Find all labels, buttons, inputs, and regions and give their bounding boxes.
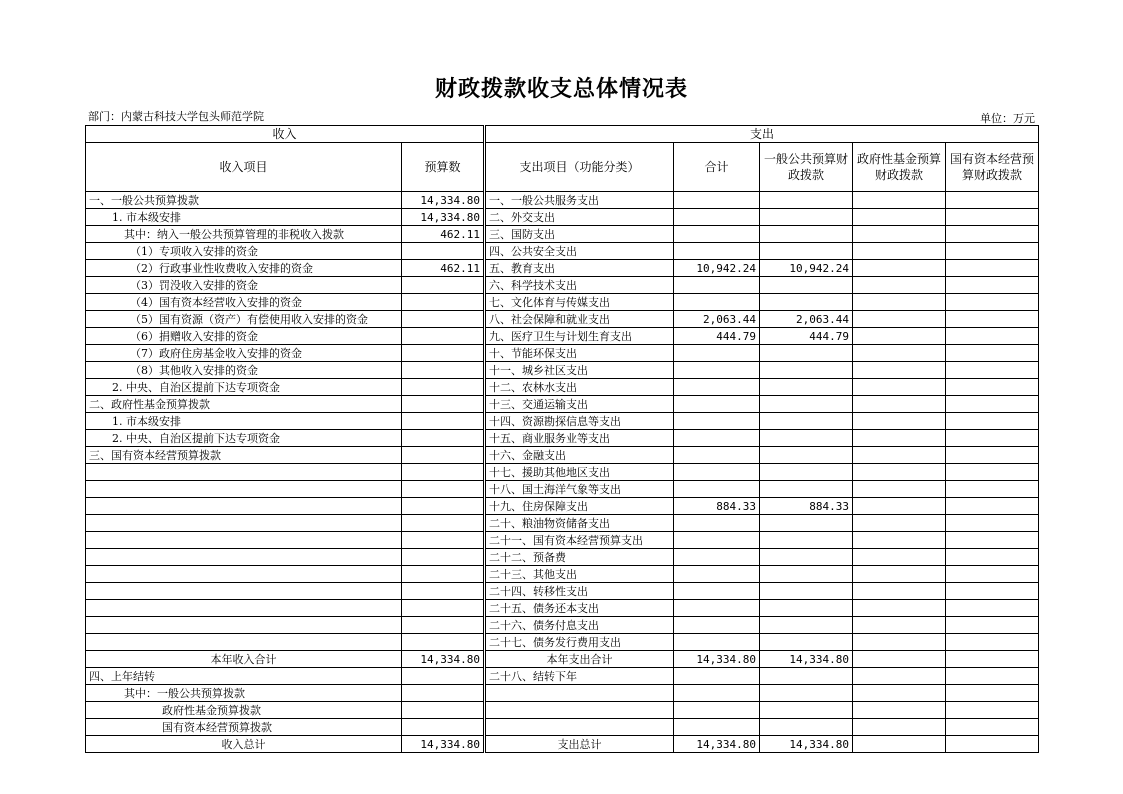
total-cell: [674, 294, 760, 311]
total-cell: [674, 600, 760, 617]
soe-budget-cell: [946, 362, 1039, 379]
expense-item-cell: 二十二、预备费: [486, 549, 674, 566]
gov-fund-cell: [853, 685, 946, 702]
gov-fund-cell: [853, 396, 946, 413]
general-budget-cell: 14,334.80: [760, 651, 853, 668]
income-item-cell: 一、一般公共预算拨款: [86, 192, 402, 209]
table-row: [86, 481, 1039, 498]
gov-fund-cell: [853, 600, 946, 617]
budget-cell: [402, 379, 484, 396]
table-row: [86, 430, 1039, 447]
soe-budget-cell: [946, 260, 1039, 277]
expense-item-cell: 支出总计: [486, 736, 674, 753]
income-item-cell: [86, 583, 402, 600]
gov-fund-cell: [853, 464, 946, 481]
budget-cell: 462.11: [402, 260, 484, 277]
income-item-cell: 1. 市本级安排: [86, 413, 402, 430]
budget-cell: [402, 600, 484, 617]
expense-item-cell: 四、公共安全支出: [486, 243, 674, 260]
total-cell: [674, 209, 760, 226]
income-item-cell: [86, 481, 402, 498]
budget-cell: [402, 549, 484, 566]
income-item-cell: 其中：一般公共预算拨款: [86, 685, 402, 702]
soe-budget-cell: [946, 209, 1039, 226]
income-item-cell: [86, 566, 402, 583]
budget-cell: [402, 515, 484, 532]
general-budget-cell: [760, 617, 853, 634]
soe-budget-cell: [946, 294, 1039, 311]
expense-item-cell: 二十七、债务发行费用支出: [486, 634, 674, 651]
expense-item-cell: 十二、农林水支出: [486, 379, 674, 396]
gov-fund-cell: [853, 260, 946, 277]
gov-fund-cell: [853, 413, 946, 430]
gov-fund-cell: [853, 634, 946, 651]
general-budget-cell: 444.79: [760, 328, 853, 345]
soe-budget-cell: [946, 702, 1039, 719]
table-row: [86, 566, 1039, 583]
gov-fund-cell: [853, 243, 946, 260]
table-row: [86, 277, 1039, 294]
total-cell: [674, 226, 760, 243]
gov-fund-cell: [853, 345, 946, 362]
income-item-cell: 2. 中央、自治区提前下达专项资金: [86, 379, 402, 396]
table-row: [86, 464, 1039, 481]
department-label: 部门：内蒙古科技大学包头师范学院: [88, 110, 264, 123]
expense-item-cell: 二、外交支出: [486, 209, 674, 226]
total-cell: [674, 345, 760, 362]
expense-item-cell: 二十八、结转下年: [486, 668, 674, 685]
income-item-cell: [86, 617, 402, 634]
soe-budget-cell: [946, 634, 1039, 651]
table-row: [86, 294, 1039, 311]
general-budget-cell: [760, 532, 853, 549]
expense-item-cell: 二十一、国有资本经营预算支出: [486, 532, 674, 549]
budget-cell: 14,334.80: [402, 192, 484, 209]
income-item-cell: （5）国有资源（资产）有偿使用收入安排的资金: [86, 311, 402, 328]
gov-fund-cell: [853, 566, 946, 583]
table-row: [86, 226, 1039, 243]
soe-budget-cell: [946, 277, 1039, 294]
budget-cell: [402, 243, 484, 260]
gov-fund-cell: [853, 668, 946, 685]
general-budget-cell: [760, 345, 853, 362]
income-item-cell: 2. 中央、自治区提前下达专项资金: [86, 430, 402, 447]
income-item-cell: （8）其他收入安排的资金: [86, 362, 402, 379]
general-budget-cell: 10,942.24: [760, 260, 853, 277]
general-budget-cell: [760, 702, 853, 719]
total-cell: [674, 362, 760, 379]
page-title: 财政拨款收支总体情况表: [434, 76, 688, 102]
budget-cell: [402, 294, 484, 311]
total-cell: [674, 583, 760, 600]
table-row: [86, 260, 1039, 277]
income-item-cell: 本年收入合计: [86, 651, 402, 668]
gov-fund-cell: [853, 617, 946, 634]
soe-budget-cell: [946, 413, 1039, 430]
soe-budget-cell: [946, 566, 1039, 583]
income-item-cell: [86, 532, 402, 549]
general-budget-cell: [760, 294, 853, 311]
expense-item-cell: 六、科学技术支出: [486, 277, 674, 294]
expense-item-cell: 一、一般公共服务支出: [486, 192, 674, 209]
general-budget-cell: [760, 447, 853, 464]
soe-budget-cell: [946, 685, 1039, 702]
income-item-cell: （3）罚没收入安排的资金: [86, 277, 402, 294]
general-budget-cell: [760, 413, 853, 430]
gov-fund-cell: [853, 702, 946, 719]
total-cell: [674, 668, 760, 685]
budget-cell: [402, 617, 484, 634]
budget-cell: 14,334.80: [402, 651, 484, 668]
expense-item-cell: [486, 702, 674, 719]
gov-fund-cell: [853, 532, 946, 549]
income-item-cell: （2）行政事业性收费收入安排的资金: [86, 260, 402, 277]
soe-budget-cell: [946, 396, 1039, 413]
general-budget-cell: [760, 668, 853, 685]
general-budget-cell: 14,334.80: [760, 736, 853, 753]
total-cell: [674, 396, 760, 413]
soe-budget-cell: [946, 226, 1039, 243]
income-item-cell: [86, 464, 402, 481]
table-row: [86, 209, 1039, 226]
soe-budget-cell: [946, 532, 1039, 549]
budget-cell: [402, 634, 484, 651]
total-cell: [674, 464, 760, 481]
table-row: [86, 617, 1039, 634]
budget-cell: [402, 277, 484, 294]
total-cell: [674, 243, 760, 260]
general-budget-cell: [760, 634, 853, 651]
budget-cell: [402, 583, 484, 600]
gov-fund-cell: [853, 294, 946, 311]
gov-fund-cell: [853, 311, 946, 328]
total-cell: [674, 719, 760, 736]
total-cell: [674, 430, 760, 447]
table-row: [86, 413, 1039, 430]
total-cell: 10,942.24: [674, 260, 760, 277]
table-row: [86, 651, 1039, 668]
expense-item-cell: 十、节能环保支出: [486, 345, 674, 362]
table-row: [86, 668, 1039, 685]
gov-fund-cell: [853, 328, 946, 345]
general-budget-cell: [760, 600, 853, 617]
gov-fund-cell: [853, 515, 946, 532]
expense-item-cell: 二十六、债务付息支出: [486, 617, 674, 634]
budget-cell: [402, 668, 484, 685]
total-cell: [674, 277, 760, 294]
header-row-2: [86, 143, 1039, 192]
gov-fund-cell: [853, 549, 946, 566]
budget-table: [85, 125, 1039, 753]
soe-budget-cell: [946, 549, 1039, 566]
budget-cell: [402, 498, 484, 515]
total-header: 合计: [674, 143, 760, 192]
total-cell: [674, 685, 760, 702]
income-header: 收入: [86, 126, 484, 143]
budget-cell: 14,334.80: [402, 209, 484, 226]
expense-header: 支出: [486, 126, 1039, 143]
total-cell: [674, 379, 760, 396]
expense-item-header: 支出项目（功能分类）: [486, 143, 674, 192]
soe-budget-cell: [946, 447, 1039, 464]
income-item-cell: 政府性基金预算拨款: [86, 702, 402, 719]
budget-cell: [402, 447, 484, 464]
income-item-cell: 1. 市本级安排: [86, 209, 402, 226]
general-budget-cell: [760, 396, 853, 413]
budget-cell: [402, 328, 484, 345]
general-budget-cell: [760, 277, 853, 294]
budget-cell: 14,334.80: [402, 736, 484, 753]
income-item-cell: 二、政府性基金预算拨款: [86, 396, 402, 413]
total-cell: [674, 566, 760, 583]
gov-fund-cell: [853, 362, 946, 379]
total-cell: [674, 447, 760, 464]
general-budget-cell: [760, 685, 853, 702]
budget-cell: [402, 532, 484, 549]
expense-item-cell: 十六、金融支出: [486, 447, 674, 464]
expense-item-cell: 十九、住房保障支出: [486, 498, 674, 515]
expense-item-cell: 八、社会保障和就业支出: [486, 311, 674, 328]
expense-item-cell: 十八、国土海洋气象等支出: [486, 481, 674, 498]
soe-budget-cell: [946, 345, 1039, 362]
table-row: [86, 600, 1039, 617]
general-budget-cell: [760, 549, 853, 566]
expense-item-cell: 二十四、转移性支出: [486, 583, 674, 600]
expense-item-cell: [486, 719, 674, 736]
general-budget-cell: [760, 464, 853, 481]
gov-fund-cell: [853, 209, 946, 226]
budget-cell: [402, 362, 484, 379]
income-item-cell: （1）专项收入安排的资金: [86, 243, 402, 260]
expense-item-cell: [486, 685, 674, 702]
expense-item-cell: 二十五、债务还本支出: [486, 600, 674, 617]
expense-item-cell: 九、医疗卫生与计划生育支出: [486, 328, 674, 345]
total-cell: 884.33: [674, 498, 760, 515]
table-row: [86, 685, 1039, 702]
total-cell: [674, 192, 760, 209]
total-cell: [674, 634, 760, 651]
budget-cell: [402, 430, 484, 447]
table-row: [86, 583, 1039, 600]
total-cell: [674, 617, 760, 634]
table-row: [86, 498, 1039, 515]
budget-cell: [402, 345, 484, 362]
table-row: [86, 396, 1039, 413]
budget-cell: [402, 685, 484, 702]
income-item-cell: [86, 600, 402, 617]
expense-item-cell: 二十、粮油物资储备支出: [486, 515, 674, 532]
table-row: [86, 447, 1039, 464]
gov-fund-cell: [853, 430, 946, 447]
soe-budget-cell: [946, 651, 1039, 668]
soe-budget-cell: [946, 600, 1039, 617]
table-row: [86, 328, 1039, 345]
budget-cell: [402, 311, 484, 328]
expense-item-cell: 二十三、其他支出: [486, 566, 674, 583]
general-budget-cell: [760, 379, 853, 396]
table-row: [86, 243, 1039, 260]
expense-item-cell: 本年支出合计: [486, 651, 674, 668]
income-item-cell: [86, 549, 402, 566]
income-item-cell: （6）捐赠收入安排的资金: [86, 328, 402, 345]
income-item-cell: 其中：纳入一般公共预算管理的非税收入拨款: [86, 226, 402, 243]
gov-fund-cell: [853, 719, 946, 736]
soe-budget-cell: [946, 736, 1039, 753]
soe-budget-cell: [946, 515, 1039, 532]
income-item-cell: 三、国有资本经营预算拨款: [86, 447, 402, 464]
soe-budget-header: 国有资本经营预算财政拨款: [946, 143, 1039, 192]
soe-budget-cell: [946, 617, 1039, 634]
total-cell: 444.79: [674, 328, 760, 345]
income-item-cell: [86, 515, 402, 532]
soe-budget-cell: [946, 719, 1039, 736]
table-row: [86, 702, 1039, 719]
expense-item-cell: 七、文化体育与传媒支出: [486, 294, 674, 311]
general-budget-cell: [760, 362, 853, 379]
general-budget-cell: [760, 226, 853, 243]
table-row: [86, 345, 1039, 362]
expense-item-cell: 五、教育支出: [486, 260, 674, 277]
income-item-cell: 四、上年结转: [86, 668, 402, 685]
general-budget-cell: [760, 566, 853, 583]
expense-item-cell: 十七、援助其他地区支出: [486, 464, 674, 481]
budget-cell: 462.11: [402, 226, 484, 243]
table-row: [86, 515, 1039, 532]
soe-budget-cell: [946, 498, 1039, 515]
expense-item-cell: 十四、资源勘探信息等支出: [486, 413, 674, 430]
expense-item-cell: 十一、城乡社区支出: [486, 362, 674, 379]
expense-item-cell: 十五、商业服务业等支出: [486, 430, 674, 447]
budget-cell: [402, 396, 484, 413]
header-row-1: [86, 126, 1039, 143]
gov-fund-cell: [853, 277, 946, 294]
soe-budget-cell: [946, 464, 1039, 481]
budget-cell: [402, 566, 484, 583]
general-budget-cell: [760, 192, 853, 209]
total-cell: [674, 532, 760, 549]
soe-budget-cell: [946, 430, 1039, 447]
soe-budget-cell: [946, 583, 1039, 600]
budget-cell: [402, 413, 484, 430]
gov-fund-cell: [853, 192, 946, 209]
budget-cell: [402, 702, 484, 719]
soe-budget-cell: [946, 311, 1039, 328]
general-budget-cell: [760, 209, 853, 226]
general-budget-cell: [760, 515, 853, 532]
gov-fund-cell: [853, 498, 946, 515]
gov-fund-cell: [853, 736, 946, 753]
gov-fund-cell: [853, 651, 946, 668]
soe-budget-cell: [946, 243, 1039, 260]
income-item-cell: [86, 634, 402, 651]
gov-fund-cell: [853, 226, 946, 243]
expense-item-cell: 十三、交通运输支出: [486, 396, 674, 413]
total-cell: [674, 481, 760, 498]
income-item-header: 收入项目: [86, 143, 402, 192]
soe-budget-cell: [946, 328, 1039, 345]
soe-budget-cell: [946, 481, 1039, 498]
table-row: [86, 379, 1039, 396]
table-row: [86, 311, 1039, 328]
income-item-cell: （7）政府住房基金收入安排的资金: [86, 345, 402, 362]
income-item-cell: （4）国有资本经营收入安排的资金: [86, 294, 402, 311]
soe-budget-cell: [946, 192, 1039, 209]
gov-fund-cell: [853, 481, 946, 498]
budget-cell: [402, 481, 484, 498]
gov-fund-cell: [853, 447, 946, 464]
general-budget-cell: 884.33: [760, 498, 853, 515]
income-item-cell: 收入总计: [86, 736, 402, 753]
table-row: [86, 362, 1039, 379]
gov-fund-header: 政府性基金预算财政拨款: [853, 143, 946, 192]
general-budget-cell: [760, 719, 853, 736]
general-budget-cell: 2,063.44: [760, 311, 853, 328]
expense-item-cell: 三、国防支出: [486, 226, 674, 243]
gov-fund-cell: [853, 379, 946, 396]
table-row: [86, 549, 1039, 566]
general-budget-cell: [760, 430, 853, 447]
total-cell: 2,063.44: [674, 311, 760, 328]
income-item-cell: 国有资本经营预算拨款: [86, 719, 402, 736]
table-row: [86, 719, 1039, 736]
gov-fund-cell: [853, 583, 946, 600]
income-item-cell: [86, 498, 402, 515]
total-cell: [674, 515, 760, 532]
table-row: [86, 532, 1039, 549]
table-row: [86, 192, 1039, 209]
table-row: [86, 736, 1039, 753]
general-budget-cell: [760, 243, 853, 260]
general-budget-cell: [760, 583, 853, 600]
budget-cell: [402, 464, 484, 481]
budget-cell: [402, 719, 484, 736]
general-budget-header: 一般公共预算财政拨款: [760, 143, 853, 192]
table-row: [86, 634, 1039, 651]
total-cell: [674, 549, 760, 566]
total-cell: 14,334.80: [674, 651, 760, 668]
total-cell: [674, 702, 760, 719]
total-cell: [674, 413, 760, 430]
total-cell: 14,334.80: [674, 736, 760, 753]
soe-budget-cell: [946, 668, 1039, 685]
unit-label: 单位：万元: [980, 112, 1035, 125]
budget-header: 预算数: [402, 143, 484, 192]
general-budget-cell: [760, 481, 853, 498]
soe-budget-cell: [946, 379, 1039, 396]
